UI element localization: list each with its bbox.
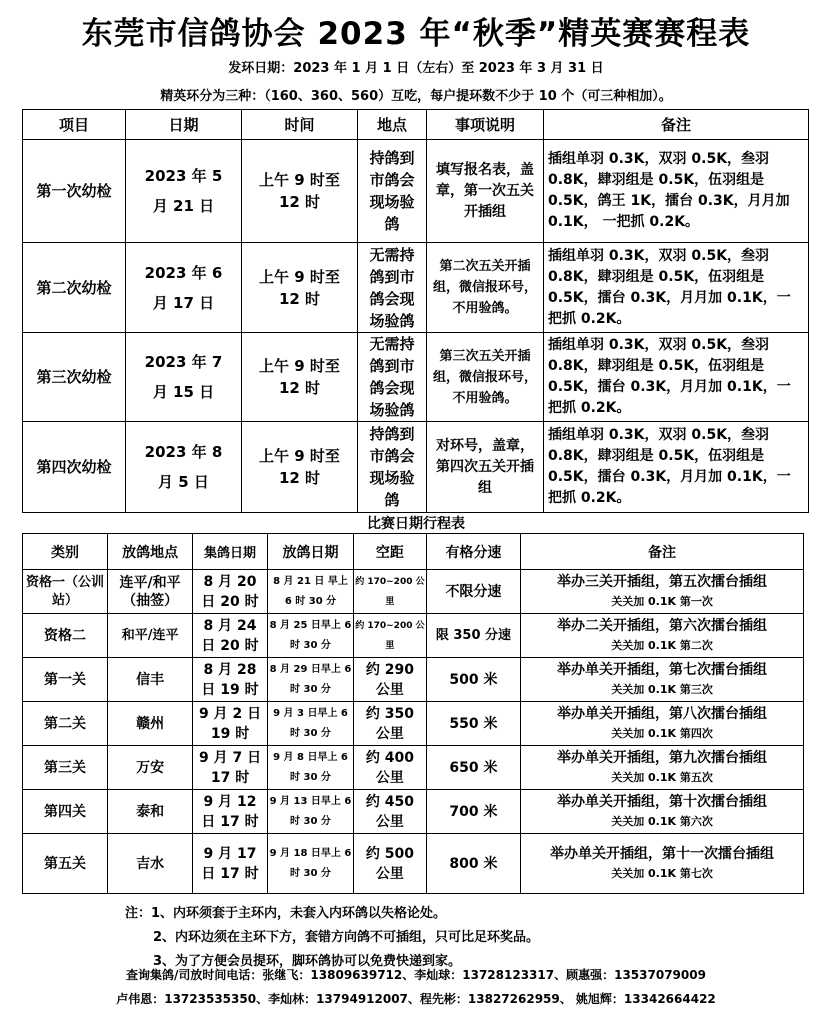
- header-cell: 放鸽地点: [108, 534, 193, 570]
- table-header-row: [23, 110, 809, 140]
- note-cell: 插组单羽 0.3K，双羽 0.5K，叁羽 0.8K，肆羽组是 0.5K，伍羽组是 0.5K，鸽王 1K，擂台 0.3K，月月加 0.1K， 一把抓 0.2K。: [544, 140, 809, 243]
- distance-cell: 约 400 公里: [354, 746, 427, 790]
- collect-date-cell: 8 月 20 日 20 时: [193, 570, 268, 614]
- desc-cell: 填写报名表，盖章，第一次五关开插组: [427, 140, 544, 243]
- issue-date-line: 发环日期：2023 年 1 月 1 日（左右）至 2023 年 3 月 31 日: [228, 61, 604, 76]
- location-cell: 吉水: [108, 834, 193, 894]
- place-cell: 无需持鸽到市鸽会现场验鸽: [358, 333, 427, 422]
- table-row: [23, 834, 804, 894]
- location-cell: 万安: [108, 746, 193, 790]
- location-cell: 泰和: [108, 790, 193, 834]
- race-note-sub: 关关加 0.1K 第七次: [611, 866, 713, 880]
- race-note-sub: 关关加 0.1K 第一次: [611, 594, 713, 608]
- race-note-main: 举办单关开插组，第七次擂台插组: [557, 661, 768, 678]
- location-cell: 赣州: [108, 702, 193, 746]
- table-row: [23, 570, 804, 614]
- header-cell: 备注: [521, 534, 804, 570]
- desc-cell: 对环号，盖章，第四次五关开插组: [427, 422, 544, 513]
- category-cell: 第五关: [23, 834, 108, 894]
- note-cell: 插组单羽 0.3K，双羽 0.5K，叁羽 0.8K，肆羽组是 0.5K，伍羽组是 0.5K，擂台 0.3K，月月加 0.1K，一把抓 0.2K。: [544, 422, 809, 513]
- speed-cell: 500 米: [426, 658, 520, 702]
- item-cell: 第二次幼检: [23, 243, 126, 333]
- table-row: [23, 702, 804, 746]
- collect-date-cell: 8 月 28 日 19 时: [193, 658, 268, 702]
- place-cell: 持鸽到市鸽会现场验鸽: [358, 140, 427, 243]
- note-cell: 插组单羽 0.3K，双羽 0.5K，叁羽 0.8K，肆羽组是 0.5K，伍羽组是 0.5K，擂台 0.3K，月月加 0.1K，一把抓 0.2K。: [544, 333, 809, 422]
- note-line: 2、内环边须在主环下方，套错方向鸽不可插组，只可比足环奖品。: [153, 930, 540, 945]
- date-cell: 2023 年 5 月 21 日: [126, 140, 242, 243]
- page-title: 东莞市信鸽协会 2023 年“秋季”精英赛赛程表: [81, 16, 751, 52]
- collect-date-cell: 9 月 12 日 17 时: [193, 790, 268, 834]
- speed-cell: 限 350 分速: [426, 614, 520, 658]
- race-note-main: 举办单关开插组，第九次擂台插组: [557, 749, 768, 766]
- table-row: [23, 422, 809, 513]
- header-cell: 日期: [126, 110, 242, 140]
- header-cell: 备注: [544, 110, 809, 140]
- date-cell: 2023 年 6 月 17 日: [126, 243, 242, 333]
- collect-date-cell: 9 月 2 日 19 时: [193, 702, 268, 746]
- race-note-sub: 关关加 0.1K 第二次: [611, 638, 713, 652]
- category-cell: 第二关: [23, 702, 108, 746]
- category-cell: 第一关: [23, 658, 108, 702]
- place-cell: 无需持鸽到市鸽会现场验鸽: [358, 243, 427, 333]
- item-cell: 第四次幼检: [23, 422, 126, 513]
- time-cell: 上午 9 时至 12 时: [242, 422, 358, 513]
- table-row: [23, 614, 804, 658]
- distance-cell: 约 170~200 公里: [354, 570, 427, 614]
- race-note-sub: 关关加 0.1K 第三次: [611, 682, 713, 696]
- table-row: [23, 243, 809, 333]
- location-cell: 连平/和平（抽签）: [108, 570, 193, 614]
- table-row: [23, 790, 804, 834]
- distance-cell: 约 500 公里: [354, 834, 427, 894]
- notes-block: [125, 902, 539, 974]
- speed-cell: 800 米: [426, 834, 520, 894]
- header-cell: 项目: [23, 110, 126, 140]
- note-cell: 插组单羽 0.3K，双羽 0.5K，叁羽 0.8K，肆羽组是 0.5K，伍羽组是 0.5K，擂台 0.3K，月月加 0.1K，一把抓 0.2K。: [544, 243, 809, 333]
- table-row: [23, 140, 809, 243]
- note-line: 注：1、内环须套于主环内，未套入内环鸽以失格论处。: [125, 906, 447, 921]
- category-cell: 资格一（公训站）: [23, 570, 108, 614]
- header-cell: 集鸽日期: [193, 534, 268, 570]
- note-line: 3、为了方便会员提环，脚环鸽协可以免费快递到家。: [153, 954, 462, 969]
- header-cell: 地点: [358, 110, 427, 140]
- race-note-main: 举办单关开插组，第十一次擂台插组: [550, 845, 775, 862]
- distance-cell: 约 170~200 公里: [354, 614, 427, 658]
- category-cell: 第四关: [23, 790, 108, 834]
- contact-line: 查询集鸽/司放时间电话：张继飞：13809639712、李灿球：13728123317、顾惠强：13537079009: [126, 968, 706, 982]
- collect-date-cell: 9 月 17 日 17 时: [193, 834, 268, 894]
- speed-cell: 不限分速: [426, 570, 520, 614]
- distance-cell: 约 350 公里: [354, 702, 427, 746]
- release-date-cell: 9 月 8 日早上 6 时 30 分: [267, 746, 353, 790]
- race-note-cell: [521, 790, 804, 834]
- table-row: [23, 333, 809, 422]
- collect-date-cell: 8 月 24 日 20 时: [193, 614, 268, 658]
- header-cell: 时间: [242, 110, 358, 140]
- race-note-cell: [521, 834, 804, 894]
- release-date-cell: 9 月 18 日早上 6 时 30 分: [267, 834, 353, 894]
- location-cell: 信丰: [108, 658, 193, 702]
- release-date-cell: 9 月 3 日早上 6 时 30 分: [267, 702, 353, 746]
- speed-cell: 700 米: [426, 790, 520, 834]
- release-date-cell: 9 月 13 日早上 6 时 30 分: [267, 790, 353, 834]
- date-cell: 2023 年 7 月 15 日: [126, 333, 242, 422]
- race-note-cell: [521, 570, 804, 614]
- race-note-sub: 关关加 0.1K 第五次: [611, 770, 713, 784]
- speed-cell: 550 米: [426, 702, 520, 746]
- distance-cell: 约 450 公里: [354, 790, 427, 834]
- place-cell: 持鸽到市鸽会现场验鸽: [358, 422, 427, 513]
- location-cell: 和平/连平: [108, 614, 193, 658]
- distance-cell: 约 290 公里: [354, 658, 427, 702]
- race-note-cell: [521, 614, 804, 658]
- release-date-cell: 8 月 29 日早上 6 时 30 分: [267, 658, 353, 702]
- category-cell: 第三关: [23, 746, 108, 790]
- race-note-sub: 关关加 0.1K 第四次: [611, 726, 713, 740]
- header-cell: 事项说明: [427, 110, 544, 140]
- race-note-cell: [521, 702, 804, 746]
- race-note-sub: 关关加 0.1K 第六次: [611, 814, 713, 828]
- inspection-schedule-table: [22, 109, 809, 513]
- release-date-cell: 8 月 25 日早上 6 时 30 分: [267, 614, 353, 658]
- category-cell: 资格二: [23, 614, 108, 658]
- contact-line: 卢伟恩：13723535350、李灿林：13794912007、程先彬：13827262959、 姚旭辉：13342664422: [116, 992, 716, 1006]
- race-note-main: 举办单关开插组，第八次擂台插组: [557, 705, 768, 722]
- table-row: [23, 746, 804, 790]
- race-note-main: 举办三关开插组，第五次擂台插组: [557, 573, 768, 590]
- date-cell: 2023 年 8 月 5 日: [126, 422, 242, 513]
- desc-cell: 第三次五关开插组，微信报环号，不用验鸽。: [427, 333, 544, 422]
- desc-cell: 第二次五关开插组，微信报环号，不用验鸽。: [427, 243, 544, 333]
- collect-date-cell: 9 月 7 日 17 时: [193, 746, 268, 790]
- time-cell: 上午 9 时至 12 时: [242, 333, 358, 422]
- time-cell: 上午 9 时至 12 时: [242, 140, 358, 243]
- race-note-main: 举办二关开插组，第六次擂台插组: [557, 617, 768, 634]
- header-cell: 放鸽日期: [267, 534, 353, 570]
- race-schedule-table: [22, 533, 804, 894]
- race-note-main: 举办单关开插组，第十次擂台插组: [557, 793, 768, 810]
- table-header-row: [23, 534, 804, 570]
- race-schedule-subtitle: 比赛日期行程表: [367, 516, 465, 532]
- header-cell: 空距: [354, 534, 427, 570]
- item-cell: 第一次幼检: [23, 140, 126, 243]
- ring-type-line: 精英环分为三种：（160、360、560）互吃，每户提环数不少于 10 个（可三种相加）。: [160, 89, 672, 104]
- speed-cell: 650 米: [426, 746, 520, 790]
- header-cell: 有格分速: [426, 534, 520, 570]
- table-row: [23, 658, 804, 702]
- release-date-cell: 8 月 21 日 早上 6 时 30 分: [267, 570, 353, 614]
- time-cell: 上午 9 时至 12 时: [242, 243, 358, 333]
- race-note-cell: [521, 746, 804, 790]
- race-note-cell: [521, 658, 804, 702]
- header-cell: 类别: [23, 534, 108, 570]
- item-cell: 第三次幼检: [23, 333, 126, 422]
